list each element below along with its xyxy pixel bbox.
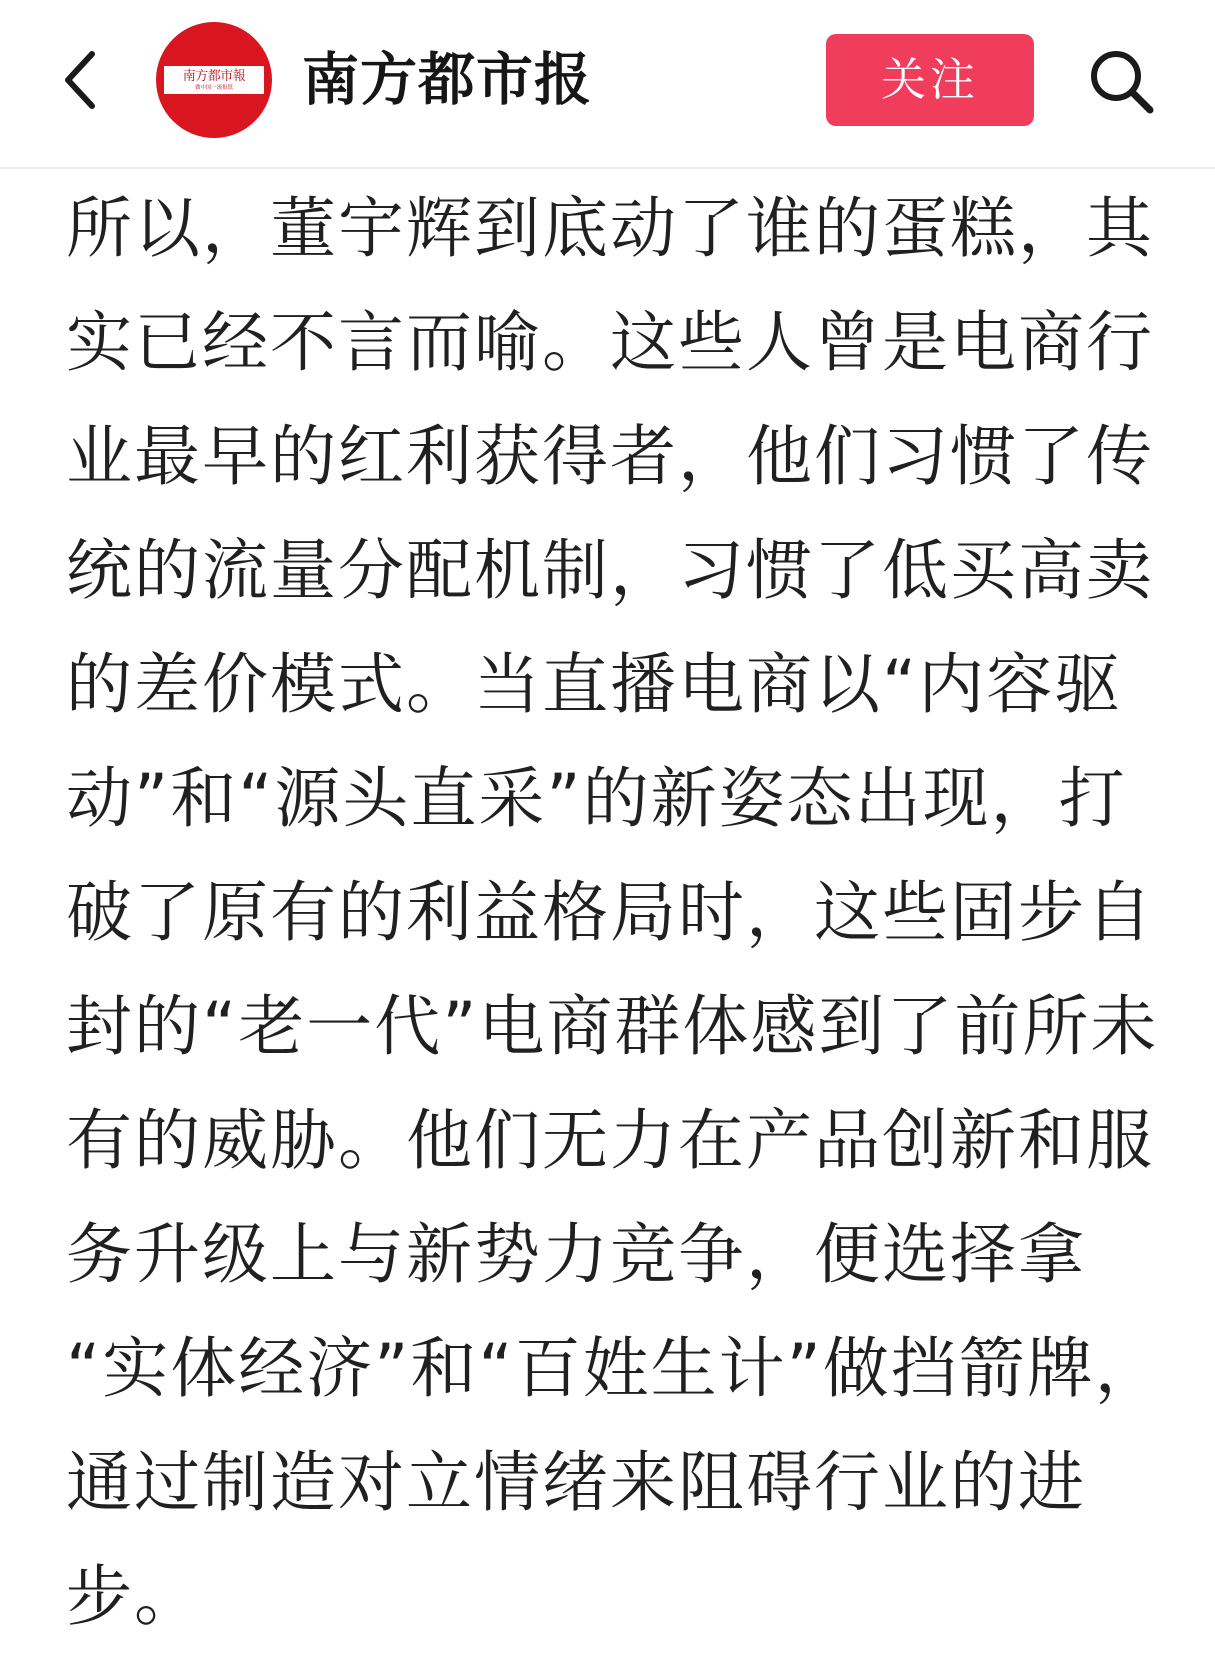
back-button[interactable]: [40, 40, 120, 120]
article-line: “实体经济”和“百姓生计”做挡箭牌，: [66, 1330, 1163, 1407]
article-line: 统的流量分配机制，习惯了低买高卖: [66, 532, 1154, 609]
article-line: 封的“老一代”电商群体感到了前所未: [66, 988, 1159, 1065]
article-line: 破了原有的利益格局时，这些固步自: [66, 874, 1154, 951]
account-name[interactable]: 南方都市报: [302, 47, 592, 113]
article-line: 实已经不言而喻。这些人曾是电商行: [66, 304, 1154, 381]
top-nav-bar: [0, 0, 1215, 169]
article-line: 业最早的红利获得者，他们习惯了传: [66, 418, 1154, 495]
article-line: 务升级上与新势力竞争，便选择拿: [66, 1216, 1086, 1293]
logo-slogan: 做中国一流报纸: [195, 83, 233, 91]
article-line: 通过制造对立情绪来阻碍行业的进: [66, 1444, 1086, 1521]
search-icon: [1087, 47, 1157, 117]
account-avatar-logo[interactable]: [156, 22, 272, 138]
article-line: 动”和“源头直采”的新姿态出现，打: [66, 760, 1127, 837]
article-line: 有的威胁。他们无力在产品创新和服: [66, 1102, 1154, 1179]
article-line: 步。: [66, 1558, 202, 1635]
search-button[interactable]: [1078, 38, 1166, 126]
article-body: [66, 172, 1163, 1654]
chevron-left-icon: [58, 48, 102, 112]
follow-button[interactable]: 关注: [826, 34, 1034, 126]
article-line: 所以，董宇辉到底动了谁的蛋糕，其: [66, 190, 1154, 267]
logo-plate: [164, 66, 264, 94]
logo-name: 南方都市報: [182, 68, 246, 84]
article-line: 的差价模式。当直播电商以“内容驱: [66, 646, 1123, 723]
